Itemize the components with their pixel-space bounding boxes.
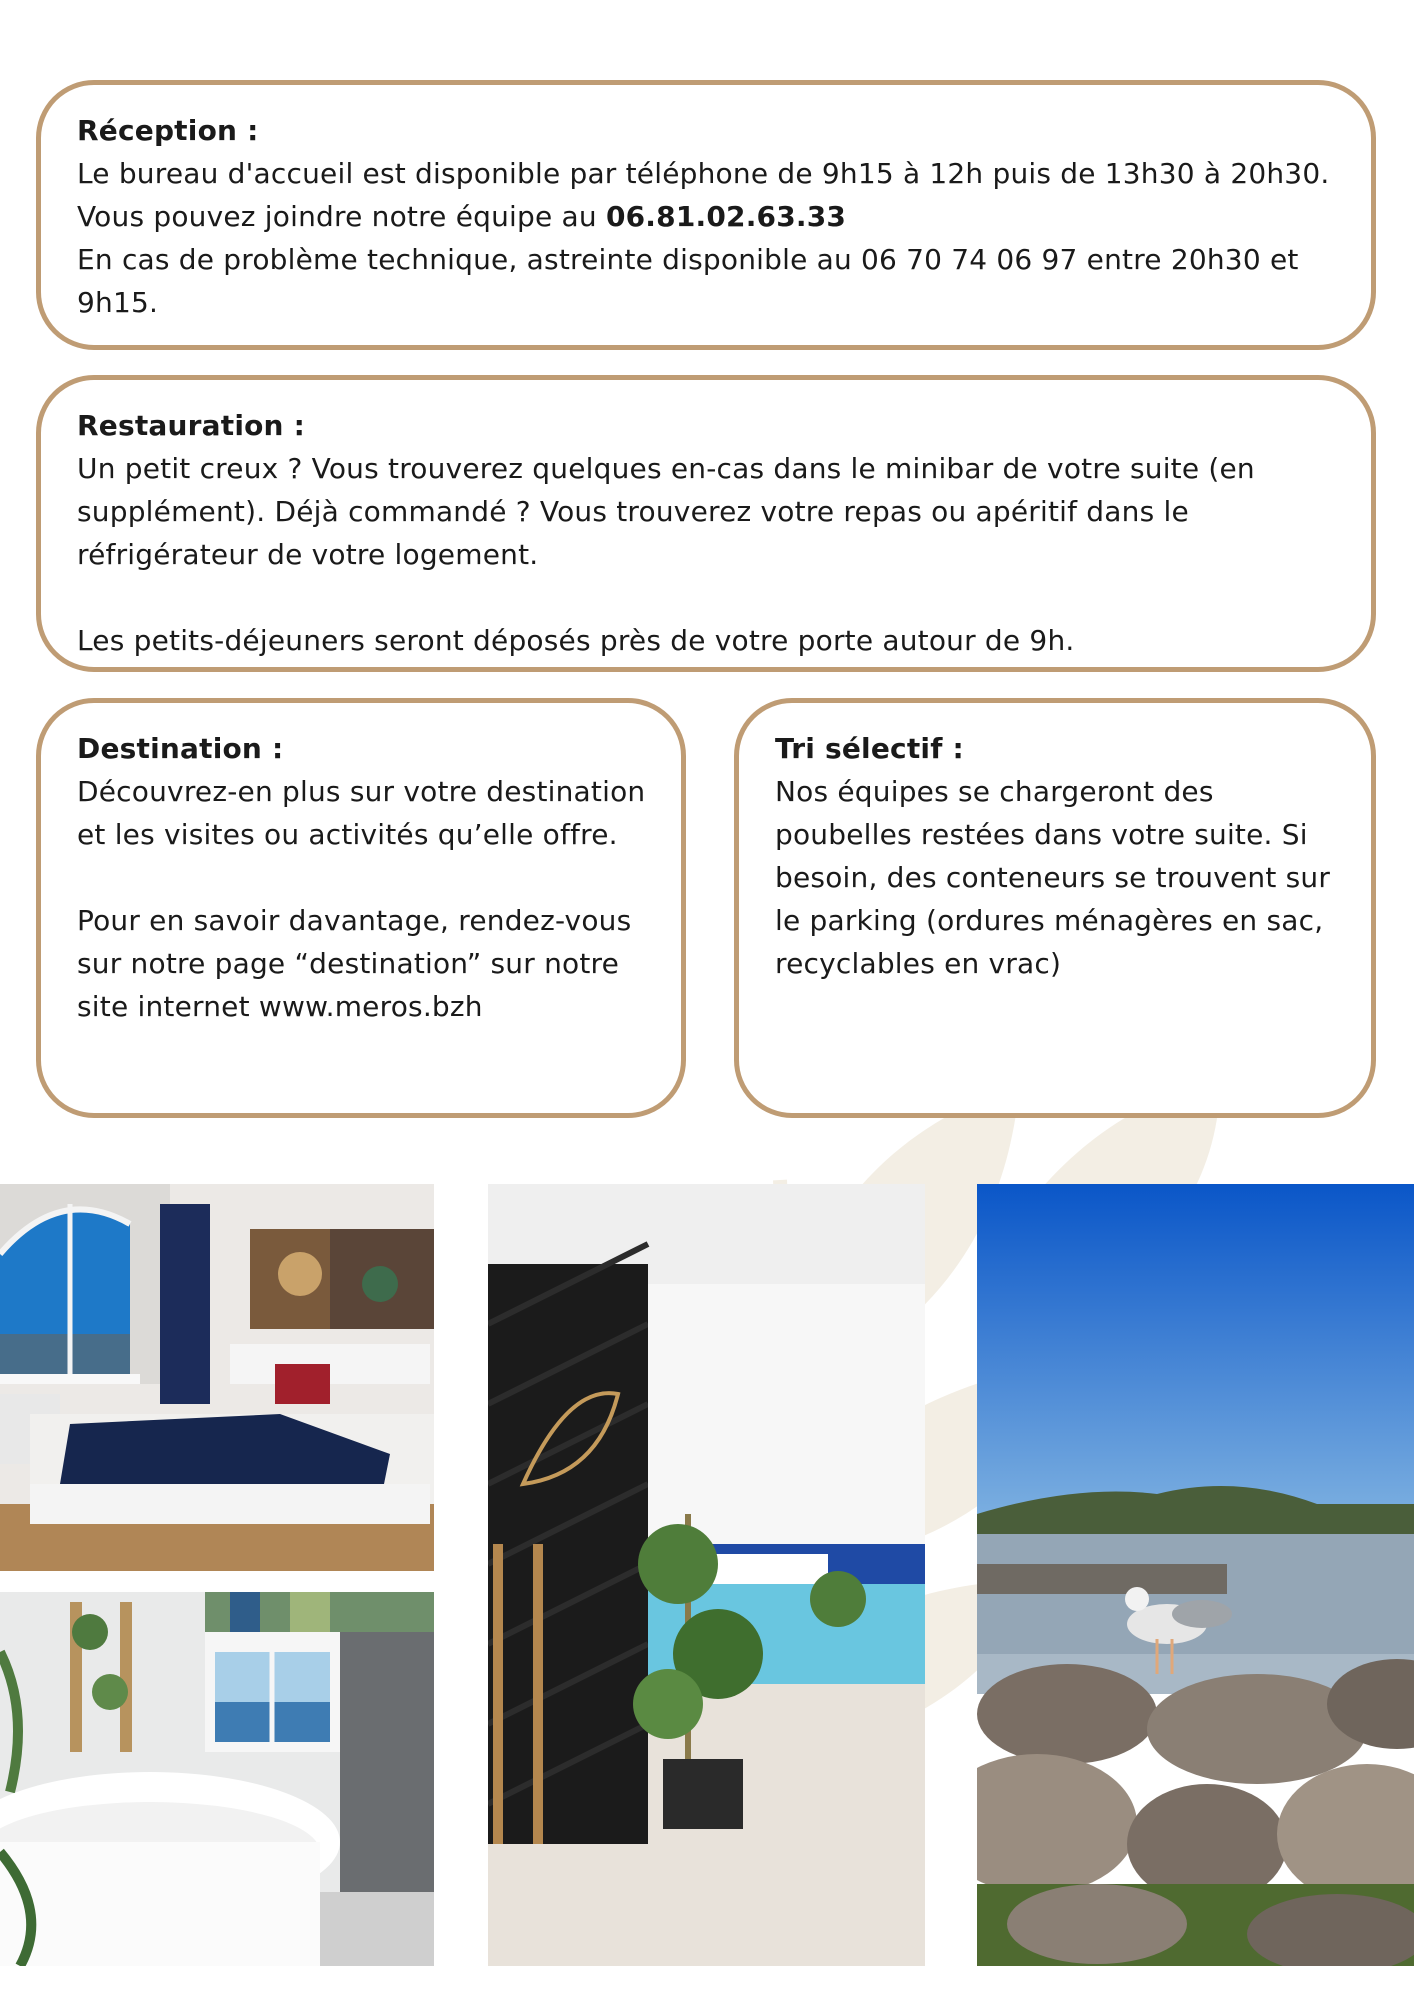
photo-pool <box>488 1184 925 1966</box>
destination-intro: Découvrez-en plus sur votre destination et les visites ou activités qu’elle offre. <box>77 775 646 851</box>
reception-phone[interactable]: 06.81.02.63.33 <box>605 200 847 233</box>
restauration-breakfast: Les petits-déjeuners seront déposés près de votre porte autour de 9h. <box>77 624 1075 657</box>
reception-hours: Le bureau d'accueil est disponible par téléphone de 9h15 à 12h puis de 13h30 à 20h30. Vous pouvez joindre notre équipe au <box>77 157 1330 233</box>
reception-title: Réception : <box>77 114 259 147</box>
reception-card <box>36 80 1376 350</box>
restauration-minibar: Un petit creux ? Vous trouverez quelques en-cas dans le minibar de votre suite (en supplément). Déjà commandé ? Vous trouverez votre repas ou apéritif dans le réfrigérateur de votre logement. <box>77 452 1255 571</box>
reception-text <box>77 152 1335 238</box>
tri-title: Tri sélectif : <box>775 732 964 765</box>
photo-bedroom <box>0 1184 434 1571</box>
tri-text: Nos équipes se chargeront des poubelles restées dans votre suite. Si besoin, des conteneurs se trouvent sur le parking (ordures ménagères en sac, recyclables en vrac) <box>775 775 1331 980</box>
photo-bathroom <box>0 1592 434 1966</box>
destination-card <box>36 698 686 1118</box>
restauration-title: Restauration : <box>77 409 306 442</box>
photo-seagull <box>977 1184 1414 1966</box>
restauration-card <box>36 375 1376 672</box>
destination-website: Pour en savoir davantage, rendez-vous sur notre page “destination” sur notre site internet www.meros.bzh <box>77 904 632 1023</box>
reception-emergency: En cas de problème technique, astreinte disponible au 06 70 74 06 97 entre 20h30 et 9h15. <box>77 243 1299 319</box>
tri-card <box>734 698 1376 1118</box>
destination-title: Destination : <box>77 732 284 765</box>
